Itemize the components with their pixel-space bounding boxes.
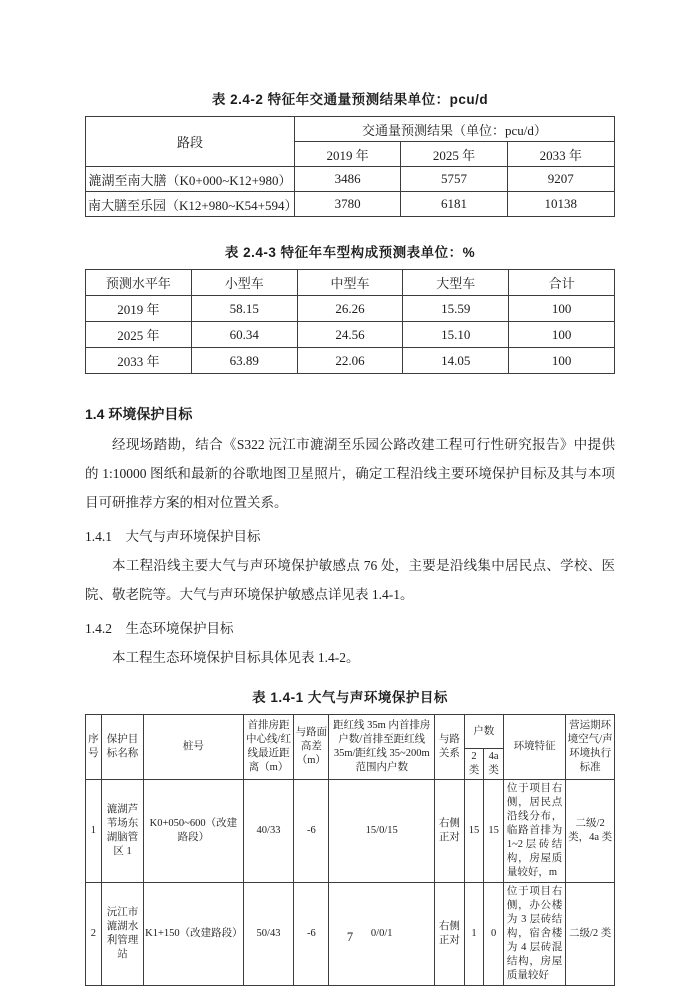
cell-stake: K0+050~600（改建路段） bbox=[144, 780, 243, 883]
cell-target-name: 沅江市漉湖水利管理站 bbox=[101, 883, 143, 986]
table-air-noise-protection-targets bbox=[85, 714, 615, 986]
cell-value: 100 bbox=[509, 296, 615, 322]
table-row bbox=[86, 167, 615, 192]
section-heading-1-4-2: 1.4.2 生态环境保护目标 bbox=[85, 621, 234, 636]
col-header-forecast-year: 预测水平年 bbox=[86, 270, 192, 296]
cell-value: 3780 bbox=[294, 192, 400, 217]
table-243-title: 表 2.4-3 特征年车型构成预测表单位：% bbox=[224, 245, 476, 260]
cell-value: 9207 bbox=[507, 167, 614, 192]
cell-year: 2033 年 bbox=[86, 348, 192, 374]
cell-value: 15.10 bbox=[403, 322, 509, 348]
cell-height-diff: -6 bbox=[294, 883, 329, 986]
col-header-road: 路段 bbox=[86, 117, 295, 167]
cell-value: 5757 bbox=[401, 167, 507, 192]
cell-value: 10138 bbox=[507, 192, 614, 217]
page-number: 7 bbox=[346, 930, 354, 944]
col-header-seq: 序号 bbox=[86, 715, 102, 780]
cell-height-diff: -6 bbox=[294, 780, 329, 883]
section-heading-1-4-1: 1.4.1 大气与声环境保护目标 bbox=[85, 529, 261, 544]
col-header-total: 合计 bbox=[509, 270, 615, 296]
cell-class-4a-count: 15 bbox=[484, 780, 504, 883]
cell-value: 14.05 bbox=[403, 348, 509, 374]
cell-class-2-count: 1 bbox=[464, 883, 484, 986]
col-header-small-vehicle: 小型车 bbox=[191, 270, 297, 296]
col-header-stake: 桩号 bbox=[144, 715, 243, 780]
col-header-large-vehicle: 大型车 bbox=[403, 270, 509, 296]
col-header-year-2019: 2019 年 bbox=[294, 142, 400, 167]
table-141-title: 表 1.4-1 大气与声环境保护目标 bbox=[252, 690, 448, 705]
section-heading-1-4: 1.4 环境保护目标 bbox=[85, 406, 193, 422]
cell-value: 24.56 bbox=[297, 322, 403, 348]
table-row bbox=[86, 296, 615, 322]
table-vehicle-composition-forecast bbox=[85, 269, 615, 374]
cell-year: 2019 年 bbox=[86, 296, 192, 322]
cell-redline-households: 15/0/15 bbox=[329, 780, 435, 883]
cell-value: 15.59 bbox=[403, 296, 509, 322]
cell-value: 26.26 bbox=[297, 296, 403, 322]
cell-road-segment: 漉湖至南大膳（K0+000~K12+980） bbox=[86, 167, 295, 192]
cell-distance: 50/43 bbox=[243, 883, 294, 986]
col-header-medium-vehicle: 中型车 bbox=[297, 270, 403, 296]
cell-standard: 二级/2 类，4a 类 bbox=[566, 780, 615, 883]
col-header-road-relation: 与路关系 bbox=[435, 715, 465, 780]
cell-road-relation: 右侧正对 bbox=[435, 780, 465, 883]
cell-road-relation: 右侧正对 bbox=[435, 883, 465, 986]
cell-road-segment: 南大膳至乐园（K12+980~K54+594） bbox=[86, 192, 295, 217]
col-header-height-diff: 与路面高差（m） bbox=[294, 715, 329, 780]
cell-seq: 2 bbox=[86, 883, 102, 986]
section-paragraph-1-4-2: 本工程生态环境保护目标具体见表 1.4-2。 bbox=[112, 650, 360, 665]
col-header-year-2033: 2033 年 bbox=[507, 142, 614, 167]
cell-value: 63.89 bbox=[191, 348, 297, 374]
table-row bbox=[86, 322, 615, 348]
col-header-class-4a: 4a 类 bbox=[484, 749, 504, 780]
cell-year: 2025 年 bbox=[86, 322, 192, 348]
col-header-forecast-group: 交通量预测结果（单位：pcu/d） bbox=[294, 117, 614, 142]
col-header-distance: 首排房距中心线/红线最近距离（m） bbox=[243, 715, 294, 780]
cell-stake: K1+150（改建路段） bbox=[144, 883, 243, 986]
cell-value: 3486 bbox=[294, 167, 400, 192]
table-row bbox=[86, 780, 615, 883]
table-header-row bbox=[86, 715, 615, 749]
cell-value: 22.06 bbox=[297, 348, 403, 374]
cell-value: 58.15 bbox=[191, 296, 297, 322]
col-header-env-feature: 环境特征 bbox=[503, 715, 565, 780]
table-242-title: 表 2.4-2 特征年交通量预测结果单位：pcu/d bbox=[211, 92, 489, 107]
cell-env-feature: 位于项目右侧，居民点沿线分布，临路首排为1~2层砖结构，房屋质量较好，m bbox=[503, 780, 565, 883]
col-header-target-name: 保护目标名称 bbox=[101, 715, 143, 780]
cell-class-2-count: 15 bbox=[464, 780, 484, 883]
table-row bbox=[86, 117, 615, 142]
table-row bbox=[86, 270, 615, 296]
cell-value: 60.34 bbox=[191, 322, 297, 348]
section-paragraph-1-4: 经现场踏勘，结合《S322 沅江市漉湖至乐园公路改建工程可行性研究报告》中提供的 1:10000 图纸和最新的谷歌地图卫星照片，确定工程沿线主要环境保护目标及其与本项目可研推荐方案的相对位置关系。 bbox=[85, 437, 615, 510]
table-traffic-volume-forecast bbox=[85, 116, 615, 217]
cell-value: 6181 bbox=[401, 192, 507, 217]
cell-value: 100 bbox=[509, 322, 615, 348]
cell-distance: 40/33 bbox=[243, 780, 294, 883]
section-paragraph-1-4-1: 本工程沿线主要大气与声环境保护敏感点 76 处，主要是沿线集中居民点、学校、医院、敬老院等。大气与声环境保护敏感点详见表 1.4-1。 bbox=[85, 558, 615, 602]
table-row bbox=[86, 348, 615, 374]
col-header-standard: 营运期环境空气/声环境执行标准 bbox=[566, 715, 615, 780]
col-header-households-group: 户数 bbox=[464, 715, 503, 749]
cell-standard: 二级/2 类 bbox=[566, 883, 615, 986]
cell-class-4a-count: 0 bbox=[484, 883, 504, 986]
col-header-redline-households: 距红线 35m 内首排房户数/首排至距红线 35m/距红线 35~200m 范围内户数 bbox=[329, 715, 435, 780]
cell-value: 100 bbox=[509, 348, 615, 374]
col-header-year-2025: 2025 年 bbox=[401, 142, 507, 167]
cell-seq: 1 bbox=[86, 780, 102, 883]
cell-env-feature: 位于项目右侧，办公楼为 3 层砖结构，宿舍楼为 4 层砖混结构，房屋质量较好 bbox=[503, 883, 565, 986]
cell-redline-households: 0/0/1 bbox=[329, 883, 435, 986]
cell-target-name: 漉湖芦苇场东湖脑管区 1 bbox=[101, 780, 143, 883]
table-row bbox=[86, 192, 615, 217]
col-header-class-2: 2 类 bbox=[464, 749, 484, 780]
